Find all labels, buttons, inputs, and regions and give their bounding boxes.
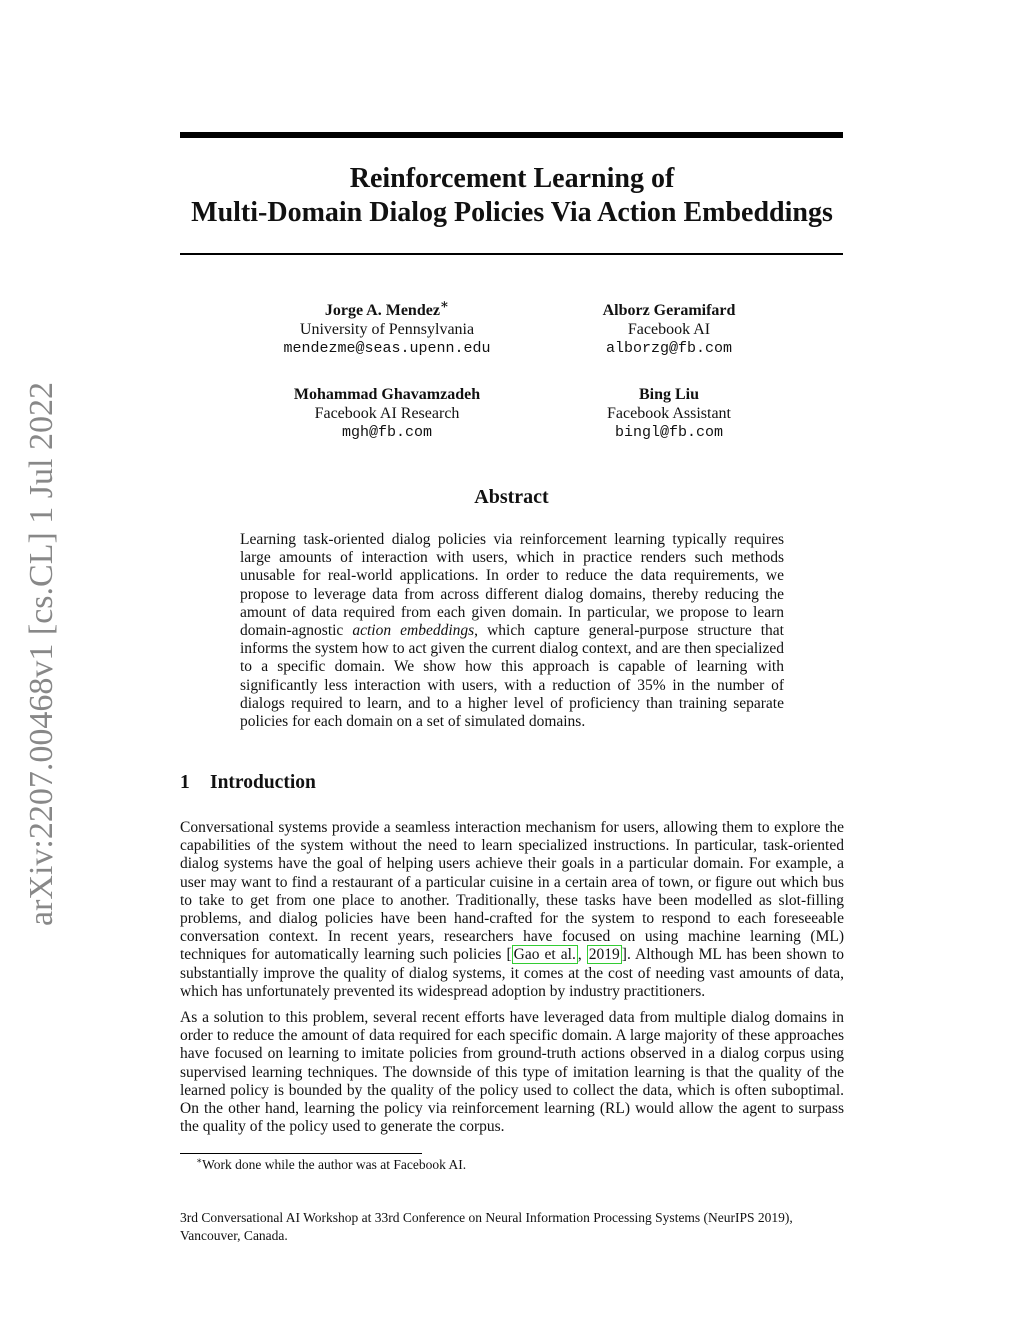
author-affiliation: Facebook AI [627,321,711,338]
author-email: mgh@fb.com [341,424,432,441]
footnote-rule [180,1153,422,1154]
citation-link-author[interactable]: Gao et al. [513,946,576,964]
footnote-mark: ∗ [439,296,450,312]
section-title: Introduction [210,772,316,793]
section-heading [180,772,316,794]
title-top-rule [180,132,843,138]
abstract-body: Learning task-oriented dialog policies via reinforcement learning typically requires large amounts of interaction with users, which in practice renders such methods unusable for real-world applications. In order to reduce the data requirements, we propose to leverage data from across different dialog domains, thereby reducing the amount of data required from each given domain. In particular, we propose to learn domain-agnostic action embeddings, which capture general-purpose structure that informs the system how to act given the current dialog context, and are then specialized to a specific domain. We show how this approach is capable of learning with significantly less interaction with users, with a reduction of 35% in the number of dialogs required to learn, and to a higher level of proficiency than training separate policies for each domain on a set of simulated domains. [240,531,784,731]
citation-link-year[interactable]: 2019 [588,946,620,964]
abstract-emphasis: action embeddings [352,622,475,640]
author-affiliation: Facebook AI Research [314,405,460,422]
intro-paragraph-1: Conversational systems provide a seamless interaction mechanism for users, allowing them to explore the capabilities of the system without the need to learn specialized instructions. In particular, task-oriented dialog systems have the goal of helping users achieve their goals in a particular domain. For example, a user may want to find a restaurant of a particular cuisine in a certain area of town, or figure out which bus to take to get from one place to another. Traditionally, these tasks have been modelled as slot-filling problems, and dialog policies have been hand-crafted for the system to respond to each foreseeable conversation context. In recent years, researchers have focused on using machine learning (ML) techniques for automatically learning such policies [ Gao et al. , 2019 ]. Although ML has been shown to substantially improve the quality of dialog systems, it comes at the cost of needing vast amounts of data, which has unfortunately prevented its widespread adoption by industry practitioners. [180,819,845,1000]
title-bottom-rule [180,253,843,255]
author-block-4 [519,385,819,442]
author-name: Alborz Geramifard [602,302,736,319]
intro-paragraph-2: As a solution to this problem, several recent efforts have leveraged data from multiple dialog domains in order to reduce the amount of data required for each specific domain. A large majority of these approaches have focused on learning to imitate policies from ground-truth actions observed in a dialog corpus using supervised learning techniques. The downside of this type of imitation learning is that the quality of the learned policy is bounded by the quality of the policy used to collect the data, which is often suboptimal. On the other hand, learning the policy via reinforcement learning (RL) would allow the agent to surpass the quality of the policy used to generate the corpus. [180,1009,844,1136]
footnote: ∗Work done while the author was at Facebook AI. [196,1155,467,1172]
title-line-2: Multi-Domain Dialog Policies Via Action Embeddings [191,197,833,228]
author-block-2 [519,301,819,358]
author-block-3 [237,385,537,442]
author-block-1 [237,296,537,358]
author-email: alborzg@fb.com [605,340,733,357]
author-affiliation: Facebook Assistant [607,405,731,422]
author-name: Bing Liu [638,386,700,403]
author-affiliation: University of Pennsylvania [299,321,475,338]
paper-title [150,162,874,230]
section-number: 1 [180,772,190,793]
author-email: mendezme@seas.upenn.edu [283,340,491,357]
author-name: Jorge A. Mendez∗ [324,296,450,319]
title-line-1: Reinforcement Learning of [349,163,675,194]
venue-notice: 3rd Conversational AI Workshop at 33rd Conference on Neural Information Processing Systems (NeurIPS 2019), Vancouver, Canada. [180,1210,793,1243]
arxiv-side-stamp: arXiv:2207.00468v1 [cs.CL] 1 Jul 2022 [23,382,60,926]
abstract-heading: Abstract [474,486,549,508]
author-email: bingl@fb.com [614,424,724,441]
footnote-mark: ∗ [196,1155,203,1166]
author-name: Mohammad Ghavamzadeh [293,386,481,403]
